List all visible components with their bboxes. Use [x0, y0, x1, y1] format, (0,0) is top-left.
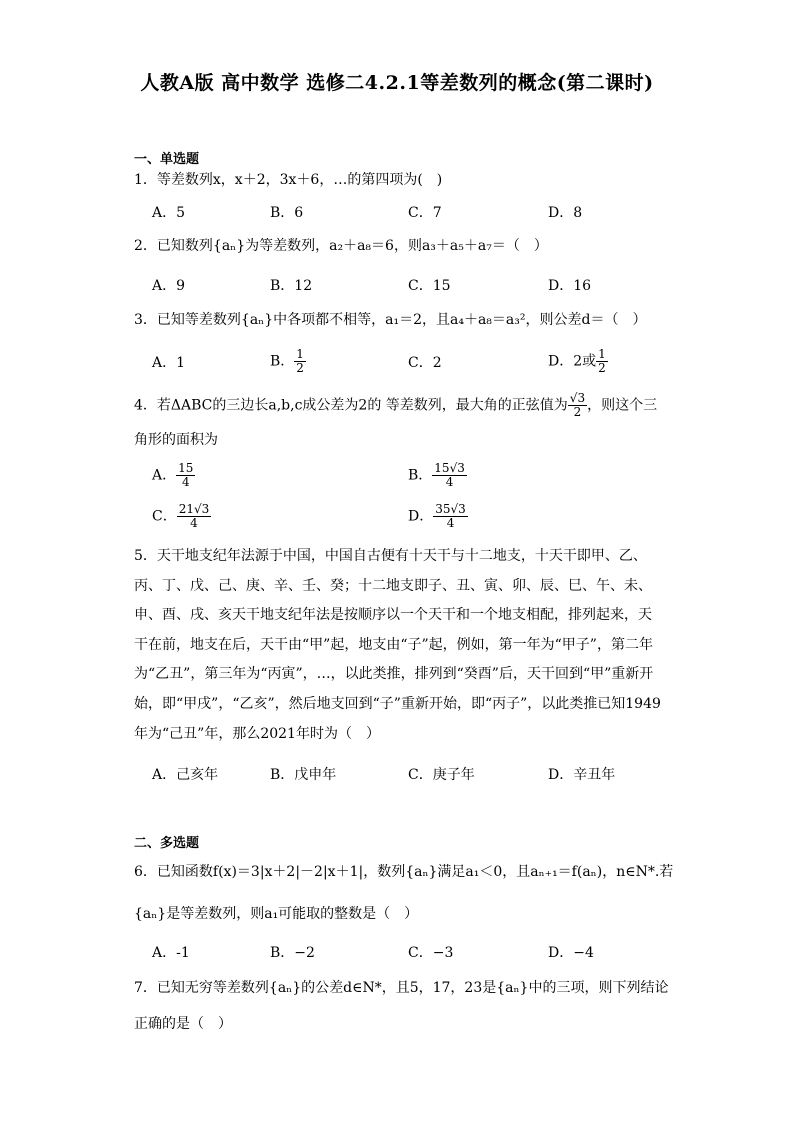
q6-option-c: C．−3 [408, 945, 454, 961]
q4-option-b: B． $\frac{15√3}{4}$ [408, 461, 465, 489]
q1-option-a: A．5 [152, 205, 186, 221]
q2-option-a: A．9 [152, 278, 186, 294]
question-7-stem-continued: 正确的是（ ） [134, 1016, 232, 1032]
q3-option-b: B． $\frac{1}{2}$ [270, 347, 304, 375]
question-3-stem: 3．已知等差数列{aₙ}中各项都不相等，a₁＝2，且a₄＋a₈＝a₃²，则公差d＝（ ） [134, 312, 647, 328]
q4-option-a: A． $\frac{15}{4}$ [152, 461, 194, 489]
question-4-stem: 4．若ΔABC的三边长a,b,c成公差为2的 等差数列，最大角的正弦值为 $\frac{√3}{2}$ ，则这个三 [134, 391, 658, 419]
question-5-stem: 5．天干地支纪年法源于中国，中国自古便有十天干与十二地支，十天干即甲、乙、丙、丁、戊、己、庚、辛、壬、癸；十二地支即子、丑、寅、卯、辰、巳、午、未、申、酉、戌、亥天干地支纪年法是按顺序以一个天干和一个地支相配，排列起来，天干在前，地支在后，天干由“甲”起，地支由“子”起，例如，第一年为“甲子”，第二年为“乙丑”，第三年为“丙寅”，…，以此类推，排列到“癸酉”后，天干回到“甲”重新开始，即“甲戌”，“乙亥”，然后地支回到“子”重新开始，即“丙子”，以此类推已知1949年为“己丑”年，那么2021年时为（ ） [134, 548, 661, 742]
q2-option-d: D．16 [548, 278, 592, 294]
question-6-stem: 6．已知函数f(x)＝3|x＋2|－2|x＋1|，数列{aₙ}满足a₁＜0，且aₙ₊₁＝f(aₙ)，n∈N*.若 [134, 864, 674, 880]
q5-option-a: A．己亥年 [152, 767, 219, 783]
question-2-stem: 2．已知数列{aₙ}为等差数列，a₂＋a₈＝6，则a₃＋a₅＋a₇＝（ ） [134, 238, 548, 254]
question-4-stem-continued: 角形的面积为 [134, 432, 218, 448]
question-1-stem: 1．等差数列x，x＋2，3x＋6，…的第四项为( ) [134, 172, 443, 188]
section-multiple-choice: 二、多选题 [134, 836, 200, 851]
page-title: 人教A版 高中数学 选修二4.2.1等差数列的概念(第二课时) [140, 72, 654, 94]
q1-option-b: B．6 [270, 205, 304, 221]
q3-option-a: A．1 [152, 355, 186, 371]
q2-option-b: B．12 [270, 278, 313, 294]
q6-option-d: D．−4 [548, 945, 594, 961]
q2-option-c: C．15 [408, 278, 451, 294]
q5-option-c: C．庚子年 [408, 767, 475, 783]
q5-option-d: D．辛丑年 [548, 767, 616, 783]
q3-option-c: C．2 [408, 355, 442, 371]
q5-option-b: B．戊申年 [270, 767, 337, 783]
q3-option-d: D．2或 $\frac{1}{2}$ [548, 347, 606, 375]
q4-option-c: C． $\frac{21√3}{4}$ [152, 502, 210, 530]
q4-option-d: D． $\frac{35√3}{4}$ [408, 502, 466, 530]
question-6-stem-continued: {aₙ}是等差数列，则a₁可能取的整数是（ ） [134, 906, 419, 922]
section-single-choice: 一、单选题 [134, 152, 200, 167]
q6-option-a: A．-1 [152, 945, 190, 961]
q1-option-d: D．8 [548, 205, 583, 221]
question-7-stem: 7．已知无穷等差数列{aₙ}的公差d∈N*，且5，17，23是{aₙ}中的三项，则下列结论 [134, 980, 669, 996]
q6-option-b: B．−2 [270, 945, 315, 961]
q1-option-c: C．7 [408, 205, 442, 221]
